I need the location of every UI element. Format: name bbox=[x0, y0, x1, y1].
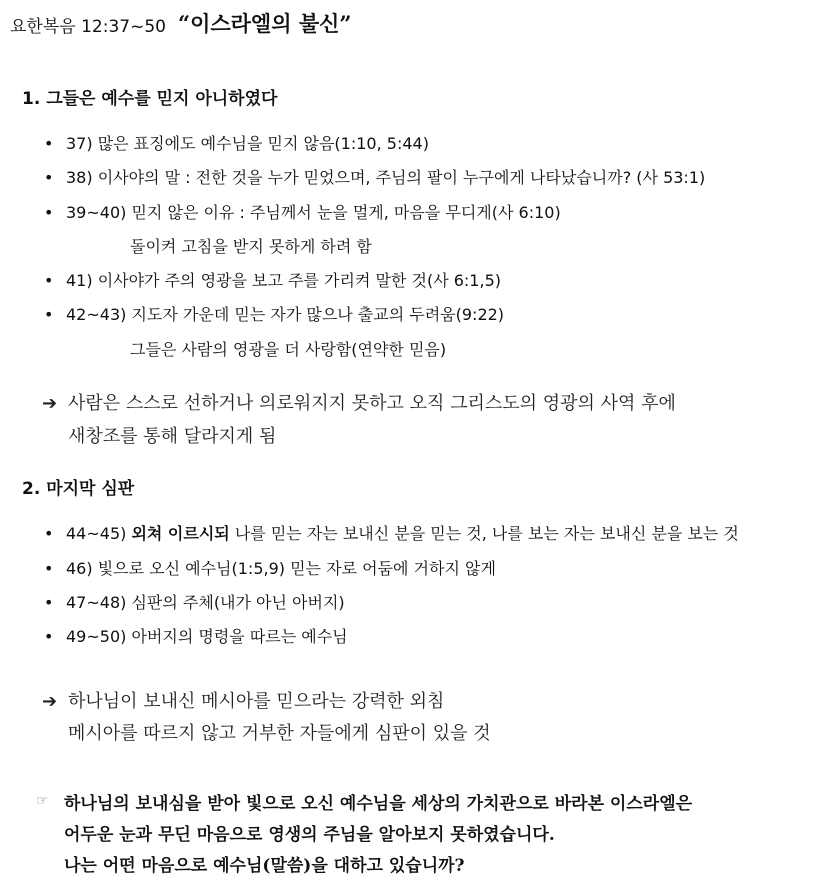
list-item-text: 42~43) 지도자 가운데 믿는 자가 많으나 출교의 두려움(9:22) bbox=[66, 305, 505, 324]
list-item-text: 44~45) bbox=[66, 524, 132, 543]
list-item bbox=[44, 590, 345, 613]
list-item-text: 37) 많은 표징에도 예수님을 믿지 않음(1:10, 5:44) bbox=[66, 134, 429, 153]
bullet-dot: • bbox=[44, 134, 54, 153]
bullet-dot: • bbox=[44, 524, 54, 543]
summary-text: 사람은 스스로 선하거나 의로워지지 못하고 오직 그리스도의 영광의 사역 후에 bbox=[68, 393, 676, 414]
page-title: “이스라엘의 불신” bbox=[178, 11, 352, 36]
list-item-continuation: 돌이켜 고침을 받지 못하게 하려 함 bbox=[130, 237, 372, 256]
list-item-text: 47~48) 심판의 주체(내가 아닌 아버지) bbox=[66, 593, 345, 612]
list-item-text: 46) 빛으로 오신 예수님(1:5,9) 믿는 자로 어둠에 거하지 않게 bbox=[66, 559, 496, 578]
list-item-text: 나를 믿는 자는 보내신 분을 믿는 것, 나를 보는 자는 보내신 분을 보는 것 bbox=[229, 524, 739, 543]
section-2-heading: 2. 마지막 심판 bbox=[22, 479, 135, 499]
list-item-text: 38) 이사야의 말 : 전한 것을 누가 믿었으며, 주님의 팔이 누구에게 나타났습니까? (사 53:1) bbox=[66, 168, 706, 187]
summary-line bbox=[42, 687, 444, 713]
emphasis-text: 외쳐 이르시되 bbox=[131, 524, 230, 543]
list-item bbox=[44, 521, 739, 544]
list-item bbox=[44, 624, 348, 647]
bullet-dot: • bbox=[44, 593, 54, 612]
pointing-hand-icon: ☞ bbox=[36, 793, 49, 809]
list-item bbox=[44, 268, 501, 291]
summary-text: 하나님이 보내신 메시아를 믿으라는 강력한 외침 bbox=[68, 691, 445, 712]
list-item bbox=[44, 131, 429, 154]
bullet-dot: • bbox=[44, 168, 54, 187]
bullet-dot: • bbox=[44, 271, 54, 290]
list-item bbox=[44, 556, 496, 579]
section-1-heading: 1. 그들은 예수를 믿지 아니하였다 bbox=[22, 89, 278, 109]
list-item bbox=[44, 165, 705, 188]
bullet-dot: • bbox=[44, 305, 54, 324]
scripture-reference: 요한복음 12:37~50 bbox=[10, 17, 166, 37]
list-item-text: 41) 이사야가 주의 영광을 보고 주를 가리켜 말한 것(사 6:1,5) bbox=[66, 271, 501, 290]
summary-text: 메시아를 따르지 않고 거부한 자들에게 심판이 있을 것 bbox=[68, 723, 491, 744]
list-item-text: 49~50) 아버지의 명령을 따르는 예수님 bbox=[66, 627, 348, 646]
list-item bbox=[44, 200, 561, 223]
summary-text: 새창조를 통해 달라지게 됨 bbox=[68, 426, 277, 447]
list-item bbox=[44, 302, 504, 325]
bullet-dot: • bbox=[44, 559, 54, 578]
closing-question: 나는 어떤 마음으로 예수님(말씀)을 대하고 있습니까? bbox=[64, 856, 465, 876]
summary-line bbox=[42, 389, 676, 415]
closing-text: 하나님의 보내심을 받아 빛으로 오신 예수님을 세상의 가치관으로 바라본 이스라엘은 bbox=[64, 794, 693, 814]
arrow-right-icon: ➔ bbox=[42, 393, 58, 414]
list-item-continuation: 그들은 사람의 영광을 더 사랑함(연약한 믿음) bbox=[130, 340, 447, 359]
list-item-text: 39~40) 믿지 않은 이유 : 주님께서 눈을 멀게, 마음을 무디게(사 6:10) bbox=[66, 203, 561, 222]
arrow-right-icon: ➔ bbox=[42, 691, 58, 712]
closing-text: 어두운 눈과 무딘 마음으로 영생의 주님을 알아보지 못하였습니다. bbox=[64, 825, 555, 845]
bullet-dot: • bbox=[44, 203, 54, 222]
bullet-dot: • bbox=[44, 627, 54, 646]
